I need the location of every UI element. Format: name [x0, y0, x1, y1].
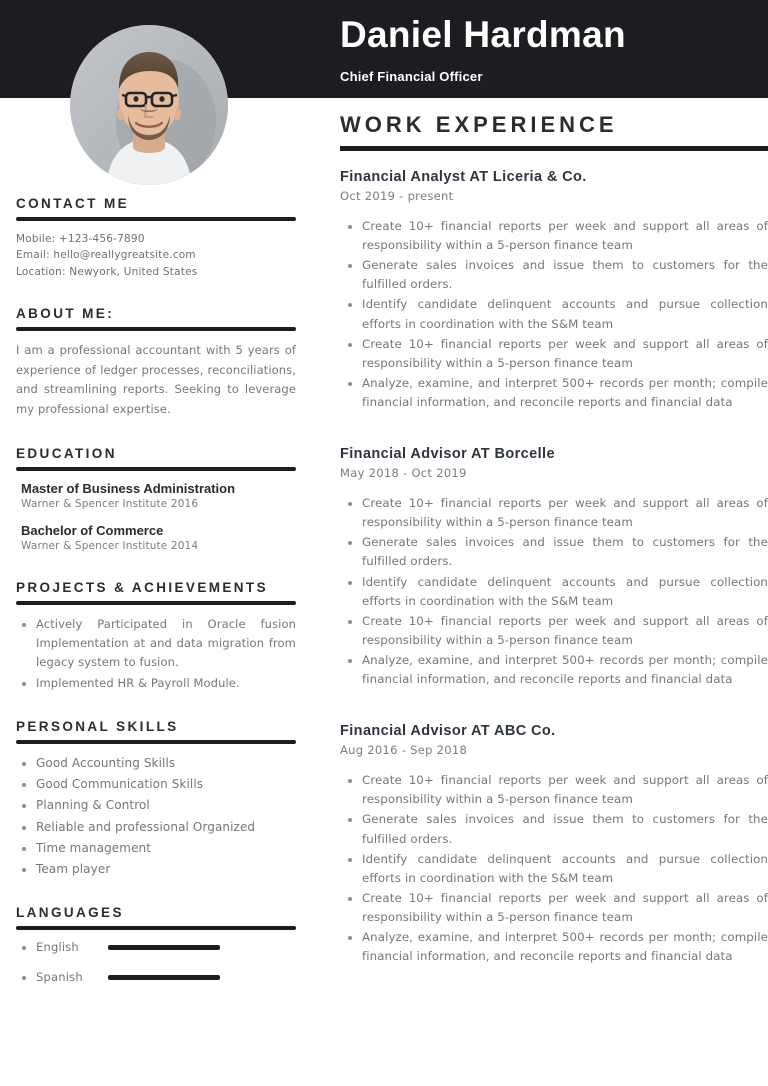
list-item: • Analyze, examine, and interpret 500+ records per month; compile financial information, and reconcile reports and financial data: [362, 651, 768, 689]
skills-section: [16, 719, 296, 879]
education-item: [16, 481, 296, 512]
contact-heading: CONTACT ME: [16, 196, 129, 211]
education-heading: EDUCATION: [16, 445, 117, 461]
sidebar: [0, 196, 312, 1010]
about-section: [16, 306, 296, 420]
list-item: • Create 10+ financial reports per week and support all areas of responsibility within a 5-person finance team: [362, 335, 768, 373]
education-degree: Bachelor of Commerce: [21, 522, 164, 538]
contact-location: Location: Newyork, United States: [16, 265, 198, 278]
list-item: • Reliable and professional Organized: [36, 818, 296, 837]
page-title: Daniel Hardman: [340, 14, 626, 55]
about-rule: [16, 327, 296, 331]
list-item: • Team player: [36, 860, 296, 879]
education-item: [16, 523, 296, 554]
list-item: [36, 970, 296, 984]
list-item: • Good Accounting Skills: [36, 754, 296, 773]
languages-list: [16, 940, 296, 984]
languages-rule: [16, 926, 296, 930]
skills-rule: [16, 740, 296, 744]
language-name: • Spanish: [36, 970, 83, 985]
list-item: • Generate sales invoices and issue them to customers for the fulfilled orders.: [362, 256, 768, 294]
list-item: • Identify candidate delinquent accounts and pursue collection efforts in coordination with the S&M team: [362, 850, 768, 888]
language-name: • English: [36, 940, 79, 955]
experience-entry: [340, 723, 768, 966]
experience-bullets: [340, 217, 768, 412]
list-item: • Analyze, examine, and interpret 500+ records per month; compile financial information, and reconcile reports and financial data: [362, 928, 768, 966]
profile-photo-icon: [70, 25, 228, 185]
experience-dates: Oct 2019 - present: [340, 189, 454, 203]
language-level-bar: [108, 945, 220, 950]
experience-role: Financial Analyst AT Liceria & Co.: [340, 169, 587, 185]
experience-entry: [340, 169, 768, 412]
projects-rule: [16, 601, 296, 605]
list-item: • Create 10+ financial reports per week and support all areas of responsibility within a 5-person finance team: [362, 612, 768, 650]
avatar: [70, 25, 228, 185]
contact-rule: [16, 217, 296, 221]
list-item: • Create 10+ financial reports per week and support all areas of responsibility within a 5-person finance team: [362, 494, 768, 532]
list-item: • Create 10+ financial reports per week and support all areas of responsibility within a 5-person finance team: [362, 217, 768, 255]
experience-entry: [340, 446, 768, 689]
job-title-subtitle: Chief Financial Officer: [340, 68, 483, 84]
list-item: • Time management: [36, 839, 296, 858]
experience-role: Financial Advisor AT ABC Co.: [340, 723, 556, 740]
education-degree: Master of Business Administration: [21, 480, 236, 496]
languages-heading: LANGUAGES: [16, 905, 124, 921]
list-item: • Planning & Control: [36, 796, 296, 815]
education-rule: [16, 467, 296, 471]
experience-dates: May 2018 - Oct 2019: [340, 466, 467, 481]
projects-list: [16, 615, 296, 693]
list-item: • Identify candidate delinquent accounts and pursue collection efforts in coordination with the S&M team: [362, 573, 768, 611]
education-section: [16, 446, 296, 554]
education-school: Warner & Spencer Institute 2014: [21, 540, 199, 553]
header-text-block: [340, 14, 760, 84]
language-row: [36, 940, 296, 954]
contact-mobile[interactable]: Mobile: +123-456-7890: [16, 233, 145, 245]
work-experience-heading: WORK EXPERIENCE: [340, 112, 618, 137]
projects-heading: PROJECTS & ACHIEVEMENTS: [16, 579, 268, 595]
experience-role: Financial Advisor AT Borcelle: [340, 446, 555, 463]
experience-bullets: [340, 771, 768, 966]
projects-section: [16, 580, 296, 693]
list-item: • Analyze, examine, and interpret 500+ records per month; compile financial information, and reconcile reports and financial data: [362, 374, 768, 412]
list-item: • Generate sales invoices and issue them to customers for the fulfilled orders.: [362, 533, 768, 571]
language-row: [36, 970, 296, 984]
list-item: • Implemented HR & Payroll Module.: [36, 674, 296, 693]
experience-dates: Aug 2016 - Sep 2018: [340, 743, 468, 758]
about-heading: ABOUT ME:: [16, 305, 115, 321]
experience-bullets: [340, 494, 768, 689]
list-item: • Identify candidate delinquent accounts and pursue collection efforts in coordination with the S&M team: [362, 295, 768, 333]
language-level-bar: [108, 975, 220, 980]
education-school: Warner & Spencer Institute 2016: [21, 498, 199, 511]
list-item: [36, 940, 296, 954]
list-item: • Actively Participated in Oracle fusion Implementation at and data migration from legacy system to fusion.: [36, 615, 296, 673]
list-item: • Generate sales invoices and issue them to customers for the fulfilled orders.: [362, 810, 768, 848]
languages-section: [16, 905, 296, 984]
about-paragraph: I am a professional accountant with 5 years of experience of ledger processes, reconciliations, and streamlining reports. Seeking to leverage my professional expertise.: [16, 342, 296, 417]
skills-heading: PERSONAL SKILLS: [16, 718, 179, 734]
main-content: [340, 112, 768, 1000]
work-experience-rule: [340, 146, 768, 151]
skills-list: [16, 754, 296, 879]
list-item: • Create 10+ financial reports per week and support all areas of responsibility within a 5-person finance team: [362, 889, 768, 927]
contact-section: [16, 196, 296, 280]
contact-email[interactable]: Email: hello@reallygreatsite.com: [16, 249, 196, 262]
list-item: • Create 10+ financial reports per week and support all areas of responsibility within a 5-person finance team: [362, 771, 768, 809]
list-item: • Good Communication Skills: [36, 775, 296, 794]
